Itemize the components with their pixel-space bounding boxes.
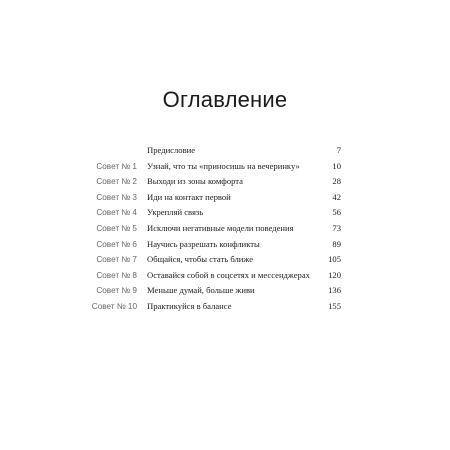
toc-entry-chapter: Практикуйся в балансе: [147, 300, 232, 311]
toc-entry-tip-5: [0, 221, 450, 237]
toc-entry-page-number: 155: [328, 300, 341, 311]
toc-entry-tip-8: [0, 268, 450, 284]
toc-entry-label: Совет № 6: [96, 239, 137, 249]
toc-list: [0, 143, 450, 315]
toc-entry-label: Совет № 5: [96, 223, 137, 233]
toc-entry-tip-2: [0, 174, 450, 190]
toc-entry-label: Совет № 7: [96, 255, 137, 265]
toc-entry-page-number: 120: [328, 269, 341, 280]
toc-entry-label: Совет № 3: [96, 192, 137, 202]
toc-entry-page-number: 89: [332, 238, 341, 249]
toc-entry-chapter: Иди на контакт первой: [147, 191, 231, 202]
toc-entry-chapter: Узнай, что ты «приносишь на вечеринку»: [147, 160, 300, 171]
toc-entry-chapter: Укрепляй связь: [147, 207, 204, 218]
toc-entry-tip-4: [0, 205, 450, 221]
toc-entry-chapter: Выходи из зоны комфорта: [147, 176, 243, 187]
toc-entry-chapter: Исключи негативные модели поведения: [147, 222, 294, 233]
toc-entry-label: Совет № 1: [96, 161, 137, 171]
toc-entry-chapter: Меньше думай, больше живи: [147, 285, 255, 296]
toc-entry-preface: [0, 143, 450, 159]
toc-entry-label: Совет № 8: [96, 270, 137, 280]
toc-entry-tip-9: [0, 283, 450, 299]
toc-entry-page-number: 7: [336, 145, 341, 155]
toc-entry-page-number: 42: [332, 191, 341, 202]
toc-entry-page-number: 73: [332, 222, 341, 233]
toc-entry-label: Совет № 4: [96, 208, 137, 218]
toc-entry-page-number: 56: [332, 207, 341, 218]
toc-entry-tip-1: [0, 159, 450, 175]
toc-entry-tip-3: [0, 190, 450, 206]
toc-entry-label: Совет № 9: [96, 286, 137, 296]
toc-entry-tip-10: [0, 299, 450, 315]
toc-entry-page-number: 136: [328, 285, 341, 296]
toc-entry-page-number: 105: [328, 254, 341, 265]
toc-entry-chapter: Оставайся собой в соцсетях и мессенджерах: [147, 269, 310, 280]
toc-entry-page-number: 10: [332, 160, 341, 171]
page-title: Оглавление: [162, 87, 288, 112]
toc-entry-chapter: Общайся, чтобы стать ближе: [147, 254, 254, 265]
toc-entry-label: Совет № 10: [91, 301, 137, 311]
toc-entry-chapter: Научись разрешать конфликты: [147, 238, 260, 249]
toc-entry-chapter: Предисловие: [147, 145, 196, 155]
toc-entry-tip-7: [0, 252, 450, 268]
toc-entry-tip-6: [0, 237, 450, 253]
toc-entry-label: Совет № 2: [96, 177, 137, 187]
toc-entry-page-number: 28: [332, 176, 341, 187]
